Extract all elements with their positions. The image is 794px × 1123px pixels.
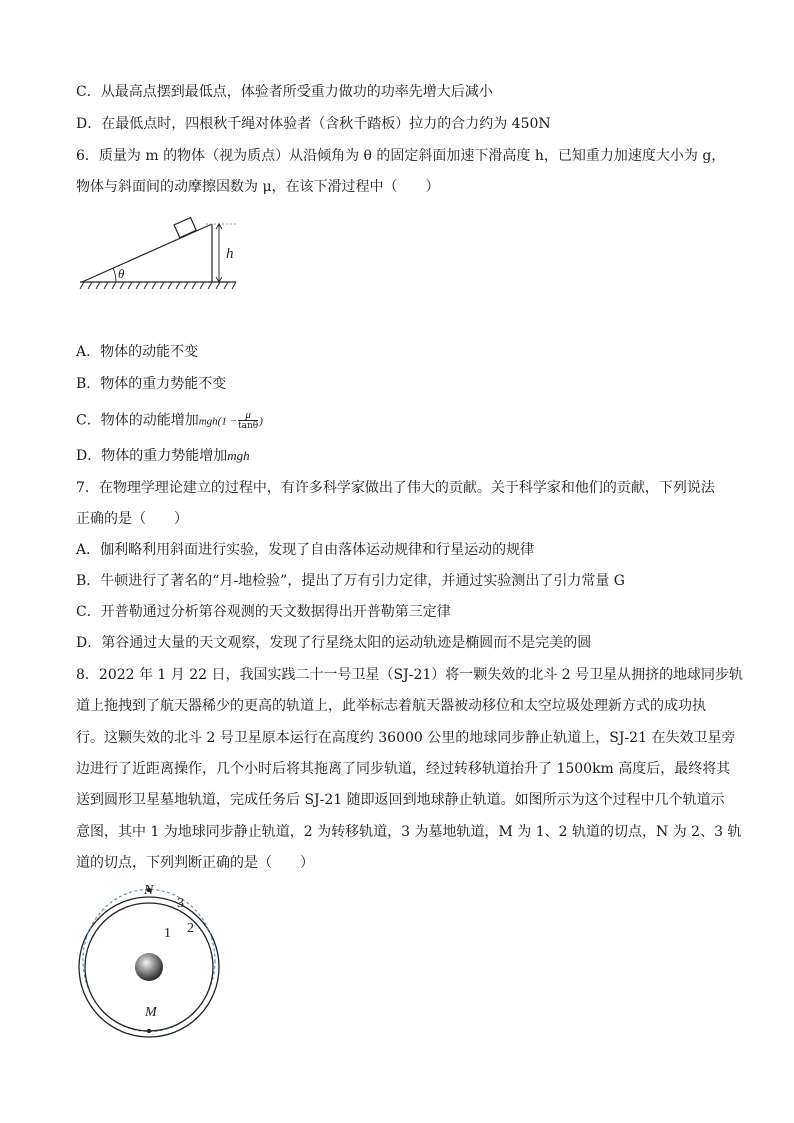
q5-option-d: D．在最低点时，四根秋千绳对体验者（含秋千踏板）拉力的合力约为 450N: [76, 116, 551, 132]
q8-stem-line5: 送到圆形卫星墓地轨道，完成任务后 SJ-21 随即返回到地球静止轨道。如图所示为这个过程中几个轨道示: [76, 792, 725, 808]
q8-stem-line2: 道上拖拽到了航天器稀少的更高的轨道上，此举标志着航天器被动移位和太空垃圾处理新方式的成功执: [76, 698, 706, 714]
q7-stem-line2: 正确的是（ ）: [76, 511, 188, 527]
q6-option-b: B．物体的重力势能不变: [76, 376, 227, 392]
q7-option-a: A．伽利略利用斜面进行实验，发现了自由落体运动规律和行星运动的规律: [76, 542, 535, 558]
q6c-fraction: [238, 410, 258, 431]
q6-option-a: A．物体的动能不变: [76, 344, 199, 360]
q7-option-d: D．第谷通过大量的天文观察，发现了行星绕太阳的运动轨迹是椭圆而不是完美的圆: [76, 635, 592, 651]
q6-stem-line2: 物体与斜面间的动摩擦因数为 μ，在该下滑过程中（ ）: [76, 179, 440, 195]
q6c-numerator: μ: [238, 410, 258, 421]
label-orbit-3: 3: [177, 896, 184, 911]
q6-option-d: [76, 446, 250, 466]
q8-stem-line7: 道的切点，下列判断正确的是（ ）: [76, 855, 314, 871]
angle-arc: [113, 268, 116, 282]
point-m: [147, 1029, 151, 1033]
earth: [135, 953, 163, 981]
label-n: N: [144, 883, 154, 898]
q8-stem-line1: 8．2022 年 1 月 22 日，我国实践二十一号卫星（SJ-21）将一颗失效的北斗 2 号卫星从拥挤的地球同步轨: [76, 667, 744, 683]
q8-stem-line3: 行。这颗失效的北斗 2 号卫星原本运行在高度约 36000 公里的地球同步静止轨道上，SJ-21 在失效卫星旁: [76, 730, 736, 746]
q6c-formula-post: ): [259, 415, 263, 428]
block: [174, 218, 196, 238]
label-orbit-1: 1: [164, 926, 171, 941]
h-label: h: [226, 246, 234, 262]
q6-stem-line1: 6．质量为 m 的物体（视为质点）从沿倾角为 θ 的固定斜面加速下滑高度 h，已知重力加速度大小为 g，: [76, 148, 726, 164]
q7-option-b: B．牛顿进行了著名的“月-地检验”，提出了万有引力定律，并通过实验测出了引力常量 G: [76, 573, 625, 589]
q8-stem-line6: 意图，其中 1 为地球同步静止轨道，2 为转移轨道，3 为墓地轨道，M 为 1、2 轨道的切点，N 为 2、3 轨: [76, 824, 742, 840]
theta-label: θ: [118, 266, 125, 281]
label-m: M: [145, 1005, 157, 1020]
incline-figure: [76, 212, 246, 296]
q6c-denominator: tanθ: [238, 421, 259, 431]
q6-option-c: [76, 410, 263, 432]
q6d-formula: mgh: [227, 448, 250, 463]
q7-stem-line1: 7．在物理学理论建立的过程中，有许多科学家做出了伟大的贡献。关于科学家和他们的贡献，下列说法: [76, 480, 715, 496]
ground-hatching: [80, 282, 236, 289]
orbit-figure: [76, 880, 236, 1040]
q6d-prefix: D．物体的重力势能增加: [76, 448, 228, 464]
q5-option-c: C．从最高点摆到最低点，体验者所受重力做功的功率先增大后减小: [76, 84, 493, 100]
q7-option-c: C．开普勒通过分析第谷观测的天文数据得出开普勒第三定律: [76, 604, 451, 620]
q6c-prefix: C．物体的动能增加: [76, 412, 199, 429]
label-orbit-2: 2: [187, 921, 194, 936]
q6c-formula-pre: mgh(1 −: [198, 415, 237, 428]
incline-surface: [82, 224, 212, 282]
q8-stem-line4: 边进行了近距离操作，几个小时后将其拖离了同步轨道，经过转移轨道抬升了 1500km 高度后，最终将其: [76, 761, 731, 777]
